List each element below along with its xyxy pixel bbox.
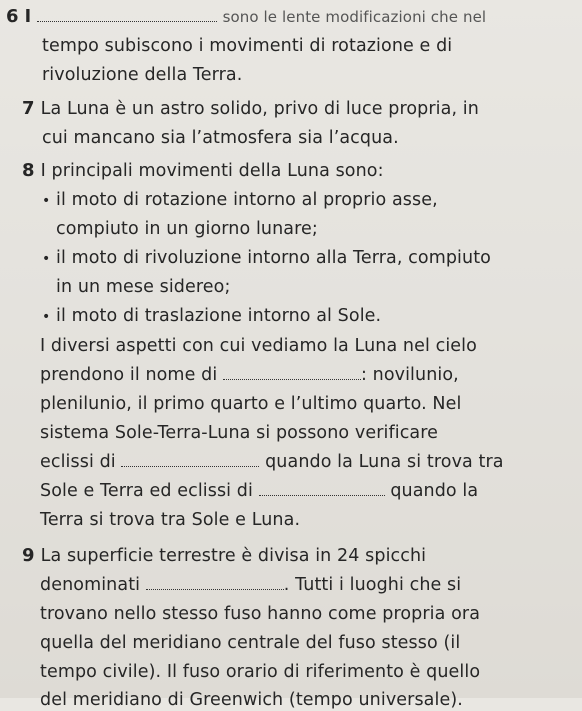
item-8-para-line-7: Terra si trova tra Sole e Luna. <box>40 510 301 530</box>
para-text: . Tutti i luoghi che si <box>283 575 462 595</box>
item-8-para-line-6 <box>40 480 478 502</box>
bullet-icon: • <box>42 193 51 209</box>
item-6-line-1 <box>6 6 486 28</box>
item-number: 9 <box>22 545 35 566</box>
para-text: quando la Luna si trova tra <box>265 452 504 472</box>
item-6-text: sono le lente modificazioni che nel <box>222 8 487 26</box>
bullet-icon: • <box>42 251 51 267</box>
bullet-1-line-2: compiuto in un giorno lunare; <box>56 219 318 239</box>
item-9-line-2 <box>40 574 461 596</box>
item-7-line-2: cui mancano sia l’atmosfera sia l’acqua. <box>42 128 399 148</box>
item-9-line-1 <box>22 545 426 567</box>
item-8-line-1 <box>22 160 384 182</box>
item-8-para-line-4: sistema Sole-Terra-Luna si possono verificare <box>40 423 439 443</box>
para-text: prendono il nome di <box>40 365 218 385</box>
item-number: 7 <box>22 98 35 119</box>
para-text: eclissi di <box>40 452 116 472</box>
item-8-para-line-3: plenilunio, il primo quarto e l’ultimo quarto. Nel <box>40 394 462 414</box>
bullet-1-line-1 <box>42 189 438 212</box>
item-8-intro: I principali movimenti della Luna sono: <box>40 161 384 181</box>
item-9-line-4: quella del meridiano centrale del fuso stesso (il <box>40 633 461 653</box>
fill-in-blank[interactable] <box>37 6 217 22</box>
item-8-para-line-2 <box>40 364 459 386</box>
item-9-line-3: trovano nello stesso fuso hanno come propria ora <box>40 604 481 624</box>
para-text: Sole e Terra ed eclissi di <box>40 481 253 501</box>
bullet-2-line-2: in un mese sidereo; <box>56 277 231 297</box>
fill-in-blank[interactable] <box>223 364 361 380</box>
item-9-line-5: tempo civile). Il fuso orario di riferimento è quello <box>40 662 481 682</box>
item-number: 6 <box>6 6 19 27</box>
para-text: quando la <box>390 481 479 501</box>
item-8-para-line-1: I diversi aspetti con cui vediamo la Luna nel cielo <box>40 336 477 356</box>
item-7-text: La Luna è un astro solido, privo di luce propria, in <box>40 99 479 119</box>
item-9-line-6: del meridiano di Greenwich (tempo universale). <box>40 690 463 710</box>
item-9-text: La superficie terrestre è divisa in 24 spicchi <box>40 546 427 566</box>
bullet-2-line-1 <box>42 247 491 270</box>
para-text: denominati <box>40 575 141 595</box>
item-6-line-2: tempo subiscono i movimenti di rotazione e di <box>42 36 453 56</box>
item-7-line-1 <box>22 98 479 120</box>
fill-in-blank[interactable] <box>259 480 385 496</box>
item-6-label: I <box>24 7 32 27</box>
bullet-1-text: il moto di rotazione intorno al proprio asse, <box>56 190 438 210</box>
item-6-line-3: rivoluzione della Terra. <box>42 65 243 85</box>
para-text: : novilunio, <box>360 365 459 385</box>
bullet-icon: • <box>42 309 51 325</box>
bullet-3-text: il moto di traslazione intorno al Sole. <box>56 306 382 326</box>
bullet-2-text: il moto di rivoluzione intorno alla Terra, compiuto <box>56 248 491 268</box>
fill-in-blank[interactable] <box>146 574 284 590</box>
fill-in-blank[interactable] <box>121 451 259 467</box>
item-number: 8 <box>22 160 35 181</box>
bullet-3-line-1 <box>42 305 381 328</box>
item-8-para-line-5 <box>40 451 504 473</box>
